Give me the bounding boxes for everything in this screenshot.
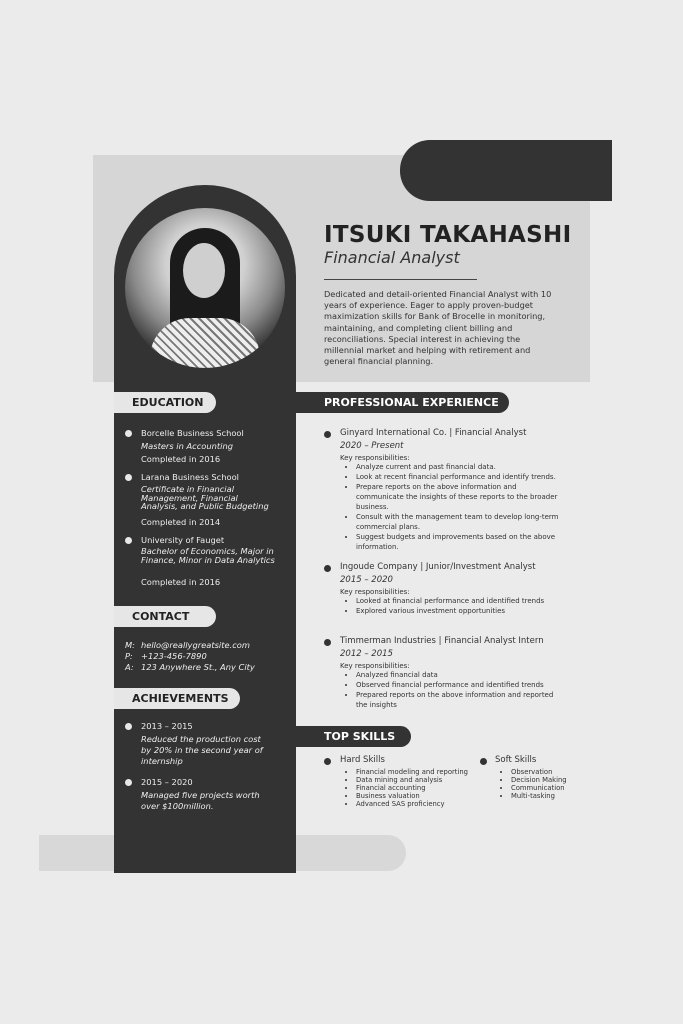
contact-label: A:: [125, 662, 134, 672]
degree: Bachelor of Economics, Major in Finance, Minor in Data Analytics: [141, 546, 275, 565]
hard-skills-title: Hard Skills: [340, 755, 385, 765]
resp-item: • Analyze current and past financial data.: [356, 462, 560, 472]
resp-label: Key responsibilities:: [340, 662, 410, 670]
achievement-text: Reduced the production cost by 20% in the second year of internship: [141, 734, 263, 766]
skill-item: • Advanced SAS proficiency: [356, 800, 480, 808]
resp-item: • Explored various investment opportunities: [356, 606, 560, 616]
contact-address: 123 Anywhere St., Any City: [141, 662, 255, 672]
job-title: Financial Analyst: [324, 248, 460, 267]
bullet-icon: [324, 431, 331, 438]
resp-item: • Consult with the management team to develop long-term commercial plans.: [356, 512, 560, 532]
bullet-icon: [125, 779, 132, 786]
job-dates: 2012 – 2015: [340, 649, 393, 659]
soft-skills-title: Soft Skills: [495, 755, 537, 765]
year: Completed in 2016: [141, 577, 221, 587]
resp-label: Key responsibilities:: [340, 454, 410, 462]
achievement-years: 2013 – 2015: [141, 721, 193, 731]
resp-item: • Observed financial performance and identified trends: [356, 680, 560, 690]
skill-item: • Observation: [511, 768, 585, 776]
decorative-pill: [400, 140, 612, 201]
divider: [324, 279, 477, 280]
job-entry: [340, 562, 560, 616]
resp-item: • Looked at financial performance and identified trends: [356, 596, 560, 606]
profile-photo: [125, 208, 285, 368]
summary: Dedicated and detail-oriented Financial Analyst with 10 years of experience. Eager to apply proven-budget maximization skills for Bank of Brocelle in monitoring, maintaining, and completing client billing and reconciliations. Special interest in achieving the millennial market and helping with retirement and general financial planning.: [324, 289, 552, 367]
job-title: Timmerman Industries | Financial Analyst Intern: [340, 636, 544, 646]
bullet-icon: [324, 758, 331, 765]
job-dates: 2020 – Present: [340, 441, 404, 451]
contact-email[interactable]: hello@reallygreatsite.com: [141, 640, 250, 650]
skill-item: • Multi-tasking: [511, 792, 585, 800]
contact-phone[interactable]: +123-456-7890: [141, 651, 207, 661]
soft-skills: [495, 756, 585, 800]
skill-item: • Business valuation: [356, 792, 480, 800]
year: Completed in 2016: [141, 454, 221, 464]
contact-label: M:: [125, 640, 135, 650]
bullet-icon: [324, 639, 331, 646]
school: Larana Business School: [141, 472, 239, 482]
achievements-heading: ACHIEVEMENTS: [114, 688, 240, 709]
degree: Certificate in Financial Management, Financial Analysis, and Public Budgeting: [141, 484, 269, 511]
education-heading: EDUCATION: [114, 392, 216, 413]
bullet-icon: [324, 565, 331, 572]
job-title: Ginyard International Co. | Financial Analyst: [340, 428, 527, 438]
resp-item: • Analyzed financial data: [356, 670, 560, 680]
degree: Masters in Accounting: [141, 441, 233, 451]
resp-item: • Look at recent financial performance and identify trends.: [356, 472, 560, 482]
skill-item: • Data mining and analysis: [356, 776, 480, 784]
experience-heading: PROFESSIONAL EXPERIENCE: [296, 392, 509, 413]
hard-skills: [340, 756, 480, 808]
achievement-text: Managed five projects worth over $100million.: [141, 790, 260, 811]
resp-label: Key responsibilities:: [340, 588, 410, 596]
job-entry: [340, 636, 560, 710]
skill-item: • Financial accounting: [356, 784, 480, 792]
skill-item: • Communication: [511, 784, 585, 792]
resp-item: • Suggest budgets and improvements based on the above information.: [356, 532, 560, 552]
school: University of Fauget: [141, 535, 225, 545]
job-entry: [340, 428, 560, 552]
bullet-icon: [125, 430, 132, 437]
school: Borcelle Business School: [141, 428, 244, 438]
name: ITSUKI TAKAHASHI: [324, 222, 572, 248]
contact-heading: CONTACT: [114, 606, 216, 627]
bullet-icon: [125, 537, 132, 544]
bullet-icon: [125, 723, 132, 730]
skills-heading: TOP SKILLS: [296, 726, 411, 747]
bullet-icon: [125, 474, 132, 481]
contact-label: P:: [125, 651, 133, 661]
job-title: Ingoude Company | Junior/Investment Analyst: [340, 562, 536, 572]
year: Completed in 2014: [141, 517, 221, 527]
bullet-icon: [480, 758, 487, 765]
job-dates: 2015 – 2020: [340, 575, 393, 585]
resp-item: • Prepared reports on the above information and reported the insights: [356, 690, 560, 710]
achievement-years: 2015 – 2020: [141, 777, 193, 787]
skill-item: • Financial modeling and reporting: [356, 768, 480, 776]
resp-item: • Prepare reports on the above information and communicate the insights of these reports to the broader business.: [356, 482, 560, 512]
skill-item: • Decision Making: [511, 776, 585, 784]
